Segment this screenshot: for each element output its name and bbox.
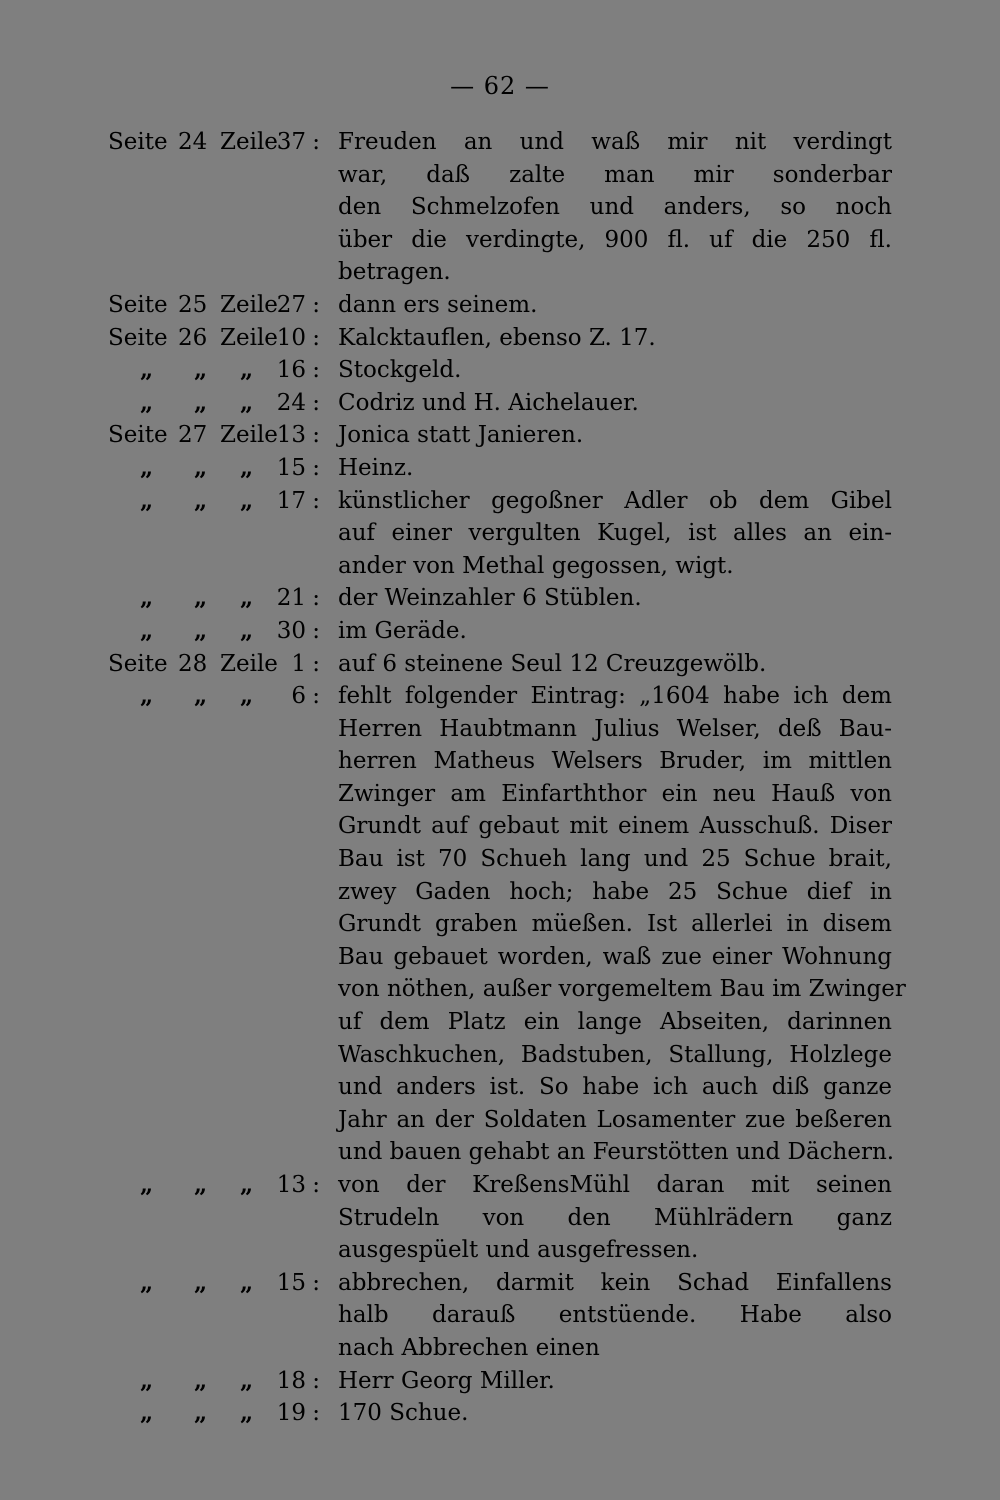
correction-line: von nöthen, außer vorgemeltem Bau im Zwinger bbox=[338, 976, 906, 1003]
ditto-mark: „ bbox=[194, 486, 208, 514]
ditto-mark: „ bbox=[194, 584, 208, 612]
reference-colon: : bbox=[312, 422, 320, 449]
page-ref-number: 24 bbox=[178, 129, 208, 155]
correction-line: künstlicher gegoßner Adler ob dem Gibel bbox=[338, 487, 892, 514]
line-ref-number: 27 bbox=[276, 291, 306, 318]
correction-line: Stockgeld. bbox=[338, 357, 462, 384]
page-ref-number: 25 bbox=[178, 291, 208, 318]
errata-entry bbox=[0, 354, 1000, 387]
correction-line: Strudeln von den Mühlrädern ganz bbox=[338, 1204, 892, 1231]
correction-text bbox=[338, 452, 892, 485]
ditto-mark: „ bbox=[240, 388, 254, 416]
ditto-mark: „ bbox=[194, 682, 208, 710]
correction-line: Jahr an der Soldaten Losamenter zue beßeren bbox=[338, 1106, 892, 1133]
correction-line: Codriz und H. Aichelauer. bbox=[338, 389, 639, 416]
errata-entry bbox=[0, 1267, 1000, 1365]
line-ref-number: 19 bbox=[276, 1400, 306, 1427]
reference-colon: : bbox=[312, 1269, 320, 1296]
correction-line: betragen. bbox=[338, 259, 451, 286]
correction-line: auf einer vergulten Kugel, ist alles an ein- bbox=[338, 520, 892, 547]
errata-entry bbox=[0, 387, 1000, 420]
correction-line: von der KreßensMühl daran mit seinen bbox=[338, 1172, 892, 1198]
ditto-mark: „ bbox=[240, 1171, 254, 1198]
correction-line: ausgespüelt und ausgefressen. bbox=[338, 1237, 699, 1264]
ditto-mark: „ bbox=[240, 486, 254, 514]
correction-line: Herren Haubtmann Julius Welser, deß Bau- bbox=[338, 715, 892, 742]
line-ref-number: 18 bbox=[276, 1367, 306, 1394]
ditto-mark: „ bbox=[194, 356, 208, 384]
ditto-mark: „ bbox=[140, 388, 154, 416]
entry-reference bbox=[108, 1169, 320, 1202]
entry-reference bbox=[108, 615, 320, 648]
ditto-mark: „ bbox=[240, 453, 254, 481]
line-ref-number: 1 bbox=[291, 650, 306, 677]
entry-reference bbox=[108, 354, 320, 387]
errata-entry bbox=[0, 419, 1000, 452]
reference-colon: : bbox=[312, 454, 320, 481]
correction-line: im Geräde. bbox=[338, 617, 467, 644]
line-label: Zeile bbox=[220, 422, 278, 449]
line-ref-number: 37 bbox=[276, 129, 306, 155]
line-label: Zeile bbox=[220, 650, 278, 677]
correction-line: auf 6 steinene Seul 12 Creuzgewölb. bbox=[338, 650, 767, 677]
errata-entry bbox=[0, 648, 1000, 681]
correction-text bbox=[338, 485, 892, 583]
line-ref-number: 21 bbox=[276, 585, 306, 612]
entry-reference bbox=[108, 582, 320, 615]
correction-line: uf dem Platz ein lange Abseiten, darinnen bbox=[338, 1009, 892, 1036]
line-ref-number: 30 bbox=[276, 617, 306, 644]
correction-line: nach Abbrechen einen bbox=[338, 1334, 600, 1361]
ditto-mark: „ bbox=[140, 356, 154, 384]
page-label: Seite bbox=[108, 422, 168, 449]
errata-entry bbox=[0, 289, 1000, 322]
ditto-mark: „ bbox=[240, 1366, 254, 1394]
line-label: Zeile bbox=[220, 324, 278, 351]
correction-line: und bauen gehabt an Feurstötten und Dächern. bbox=[338, 1139, 895, 1166]
reference-colon: : bbox=[312, 617, 320, 644]
entry-reference bbox=[108, 322, 320, 355]
page-label: Seite bbox=[108, 291, 168, 318]
correction-line: Jonica statt Janieren. bbox=[338, 422, 584, 449]
ditto-mark: „ bbox=[140, 584, 154, 612]
correction-line: Bau gebauet worden, waß zue einer Wohnung bbox=[338, 943, 892, 970]
page-label: Seite bbox=[108, 129, 168, 155]
entry-reference bbox=[108, 419, 320, 452]
line-label: Zeile bbox=[220, 129, 278, 155]
errata-entry bbox=[0, 1397, 1000, 1430]
errata-list bbox=[0, 126, 1000, 1430]
correction-line: ander von Methal gegossen, wigt. bbox=[338, 552, 734, 579]
correction-text bbox=[338, 387, 892, 420]
page-number: — 62 — bbox=[450, 72, 550, 100]
page-label: Seite bbox=[108, 324, 168, 351]
ditto-mark: „ bbox=[194, 1399, 208, 1427]
ditto-mark: „ bbox=[194, 1366, 208, 1394]
ditto-mark: „ bbox=[140, 682, 154, 710]
reference-colon: : bbox=[312, 389, 320, 416]
line-ref-number: 17 bbox=[276, 487, 306, 514]
correction-line: fehlt folgender Eintrag: „1604 habe ich dem bbox=[338, 683, 892, 710]
ditto-mark: „ bbox=[140, 1366, 154, 1394]
page-ref-number: 27 bbox=[178, 422, 208, 449]
entry-reference bbox=[108, 387, 320, 420]
errata-entry bbox=[0, 615, 1000, 648]
correction-line: zwey Gaden hoch; habe 25 Schue dief in bbox=[338, 878, 892, 905]
reference-colon: : bbox=[312, 291, 320, 318]
correction-line: war, daß zalte man mir sonderbar bbox=[338, 161, 892, 188]
correction-text bbox=[338, 1169, 892, 1267]
correction-text bbox=[338, 1267, 892, 1365]
page-label: Seite bbox=[108, 650, 168, 677]
line-ref-number: 24 bbox=[276, 389, 306, 416]
ditto-mark: „ bbox=[194, 1268, 208, 1296]
reference-colon: : bbox=[312, 324, 320, 351]
reference-colon: : bbox=[312, 1400, 320, 1427]
correction-text bbox=[338, 582, 892, 615]
correction-line: Grundt auf gebaut mit einem Ausschuß. Diser bbox=[338, 813, 892, 840]
entry-reference bbox=[108, 1397, 320, 1430]
ditto-mark: „ bbox=[194, 453, 208, 481]
entry-reference bbox=[108, 126, 320, 159]
ditto-mark: „ bbox=[240, 682, 254, 710]
correction-line: Zwinger am Einfarththor ein neu Hauß von bbox=[338, 780, 892, 807]
entry-reference bbox=[108, 1365, 320, 1398]
entry-reference bbox=[108, 1267, 320, 1300]
line-ref-number: 13 bbox=[276, 422, 306, 449]
line-ref-number: 15 bbox=[276, 1269, 306, 1296]
correction-line: der Weinzahler 6 Stüblen. bbox=[338, 585, 642, 612]
ditto-mark: „ bbox=[140, 486, 154, 514]
line-ref-number: 13 bbox=[276, 1172, 306, 1198]
reference-colon: : bbox=[312, 585, 320, 612]
ditto-mark: „ bbox=[140, 1399, 154, 1427]
correction-text bbox=[338, 126, 892, 289]
correction-text bbox=[338, 322, 892, 355]
line-ref-number: 10 bbox=[276, 324, 306, 351]
reference-colon: : bbox=[312, 487, 320, 514]
reference-colon: : bbox=[312, 1172, 320, 1198]
errata-entry bbox=[0, 1365, 1000, 1398]
correction-line: herren Matheus Welsers Bruder, im mittlen bbox=[338, 748, 892, 775]
correction-line: dann ers seinem. bbox=[338, 291, 538, 318]
correction-text bbox=[338, 680, 906, 1169]
ditto-mark: „ bbox=[240, 1399, 254, 1427]
line-label: Zeile bbox=[220, 291, 278, 318]
ditto-mark: „ bbox=[140, 1171, 154, 1198]
errata-entry bbox=[0, 126, 1000, 289]
correction-text bbox=[338, 1397, 892, 1430]
reference-colon: : bbox=[312, 1367, 320, 1394]
ditto-mark: „ bbox=[240, 356, 254, 384]
correction-line: halb darauß entstüende. Habe also bbox=[338, 1302, 892, 1329]
errata-entry bbox=[0, 1169, 1000, 1267]
entry-reference bbox=[108, 452, 320, 485]
reference-colon: : bbox=[312, 129, 320, 155]
correction-text bbox=[338, 289, 892, 322]
correction-line: 170 Schue. bbox=[338, 1400, 469, 1427]
line-ref-number: 15 bbox=[276, 454, 306, 481]
ditto-mark: „ bbox=[140, 1268, 154, 1296]
entry-reference bbox=[108, 485, 320, 518]
ditto-mark: „ bbox=[240, 1268, 254, 1296]
ditto-mark: „ bbox=[140, 616, 154, 644]
ditto-mark: „ bbox=[194, 1171, 208, 1198]
reference-colon: : bbox=[312, 683, 320, 710]
entry-reference bbox=[108, 289, 320, 322]
correction-text bbox=[338, 354, 892, 387]
page-ref-number: 26 bbox=[178, 324, 208, 351]
ditto-mark: „ bbox=[240, 584, 254, 612]
correction-line: Waschkuchen, Badstuben, Stallung, Holzlege bbox=[338, 1041, 892, 1068]
ditto-mark: „ bbox=[194, 388, 208, 416]
correction-text bbox=[338, 615, 892, 648]
ditto-mark: „ bbox=[194, 616, 208, 644]
correction-line: Freuden an und waß mir nit verdingt bbox=[338, 129, 892, 155]
correction-line: Kalcktauflen, ebenso Z. 17. bbox=[338, 324, 656, 351]
errata-entry bbox=[0, 582, 1000, 615]
line-ref-number: 6 bbox=[291, 683, 306, 710]
ditto-mark: „ bbox=[240, 616, 254, 644]
errata-entry bbox=[0, 322, 1000, 355]
correction-text bbox=[338, 419, 892, 452]
reference-colon: : bbox=[312, 650, 320, 677]
correction-line: Bau ist 70 Schueh lang und 25 Schue brait, bbox=[338, 846, 892, 873]
ditto-mark: „ bbox=[140, 453, 154, 481]
page-ref-number: 28 bbox=[178, 650, 208, 677]
correction-line: und anders ist. So habe ich auch diß ganze bbox=[338, 1074, 892, 1101]
entry-reference bbox=[108, 680, 320, 713]
correction-line: abbrechen, darmit kein Schad Einfallens bbox=[338, 1269, 892, 1296]
correction-text bbox=[338, 648, 892, 681]
correction-line: den Schmelzofen und anders, so noch bbox=[338, 194, 892, 221]
errata-entry bbox=[0, 680, 1000, 1169]
entry-reference bbox=[108, 648, 320, 681]
reference-colon: : bbox=[312, 357, 320, 384]
correction-line: Grundt graben müeßen. Ist allerlei in disem bbox=[338, 911, 892, 938]
correction-line: Herr Georg Miller. bbox=[338, 1367, 555, 1394]
errata-entry bbox=[0, 452, 1000, 485]
errata-entry bbox=[0, 485, 1000, 583]
correction-line: Heinz. bbox=[338, 454, 414, 481]
line-ref-number: 16 bbox=[276, 357, 306, 384]
correction-line: über die verdingte, 900 fl. uf die 250 fl. bbox=[338, 226, 892, 253]
correction-text bbox=[338, 1365, 892, 1398]
